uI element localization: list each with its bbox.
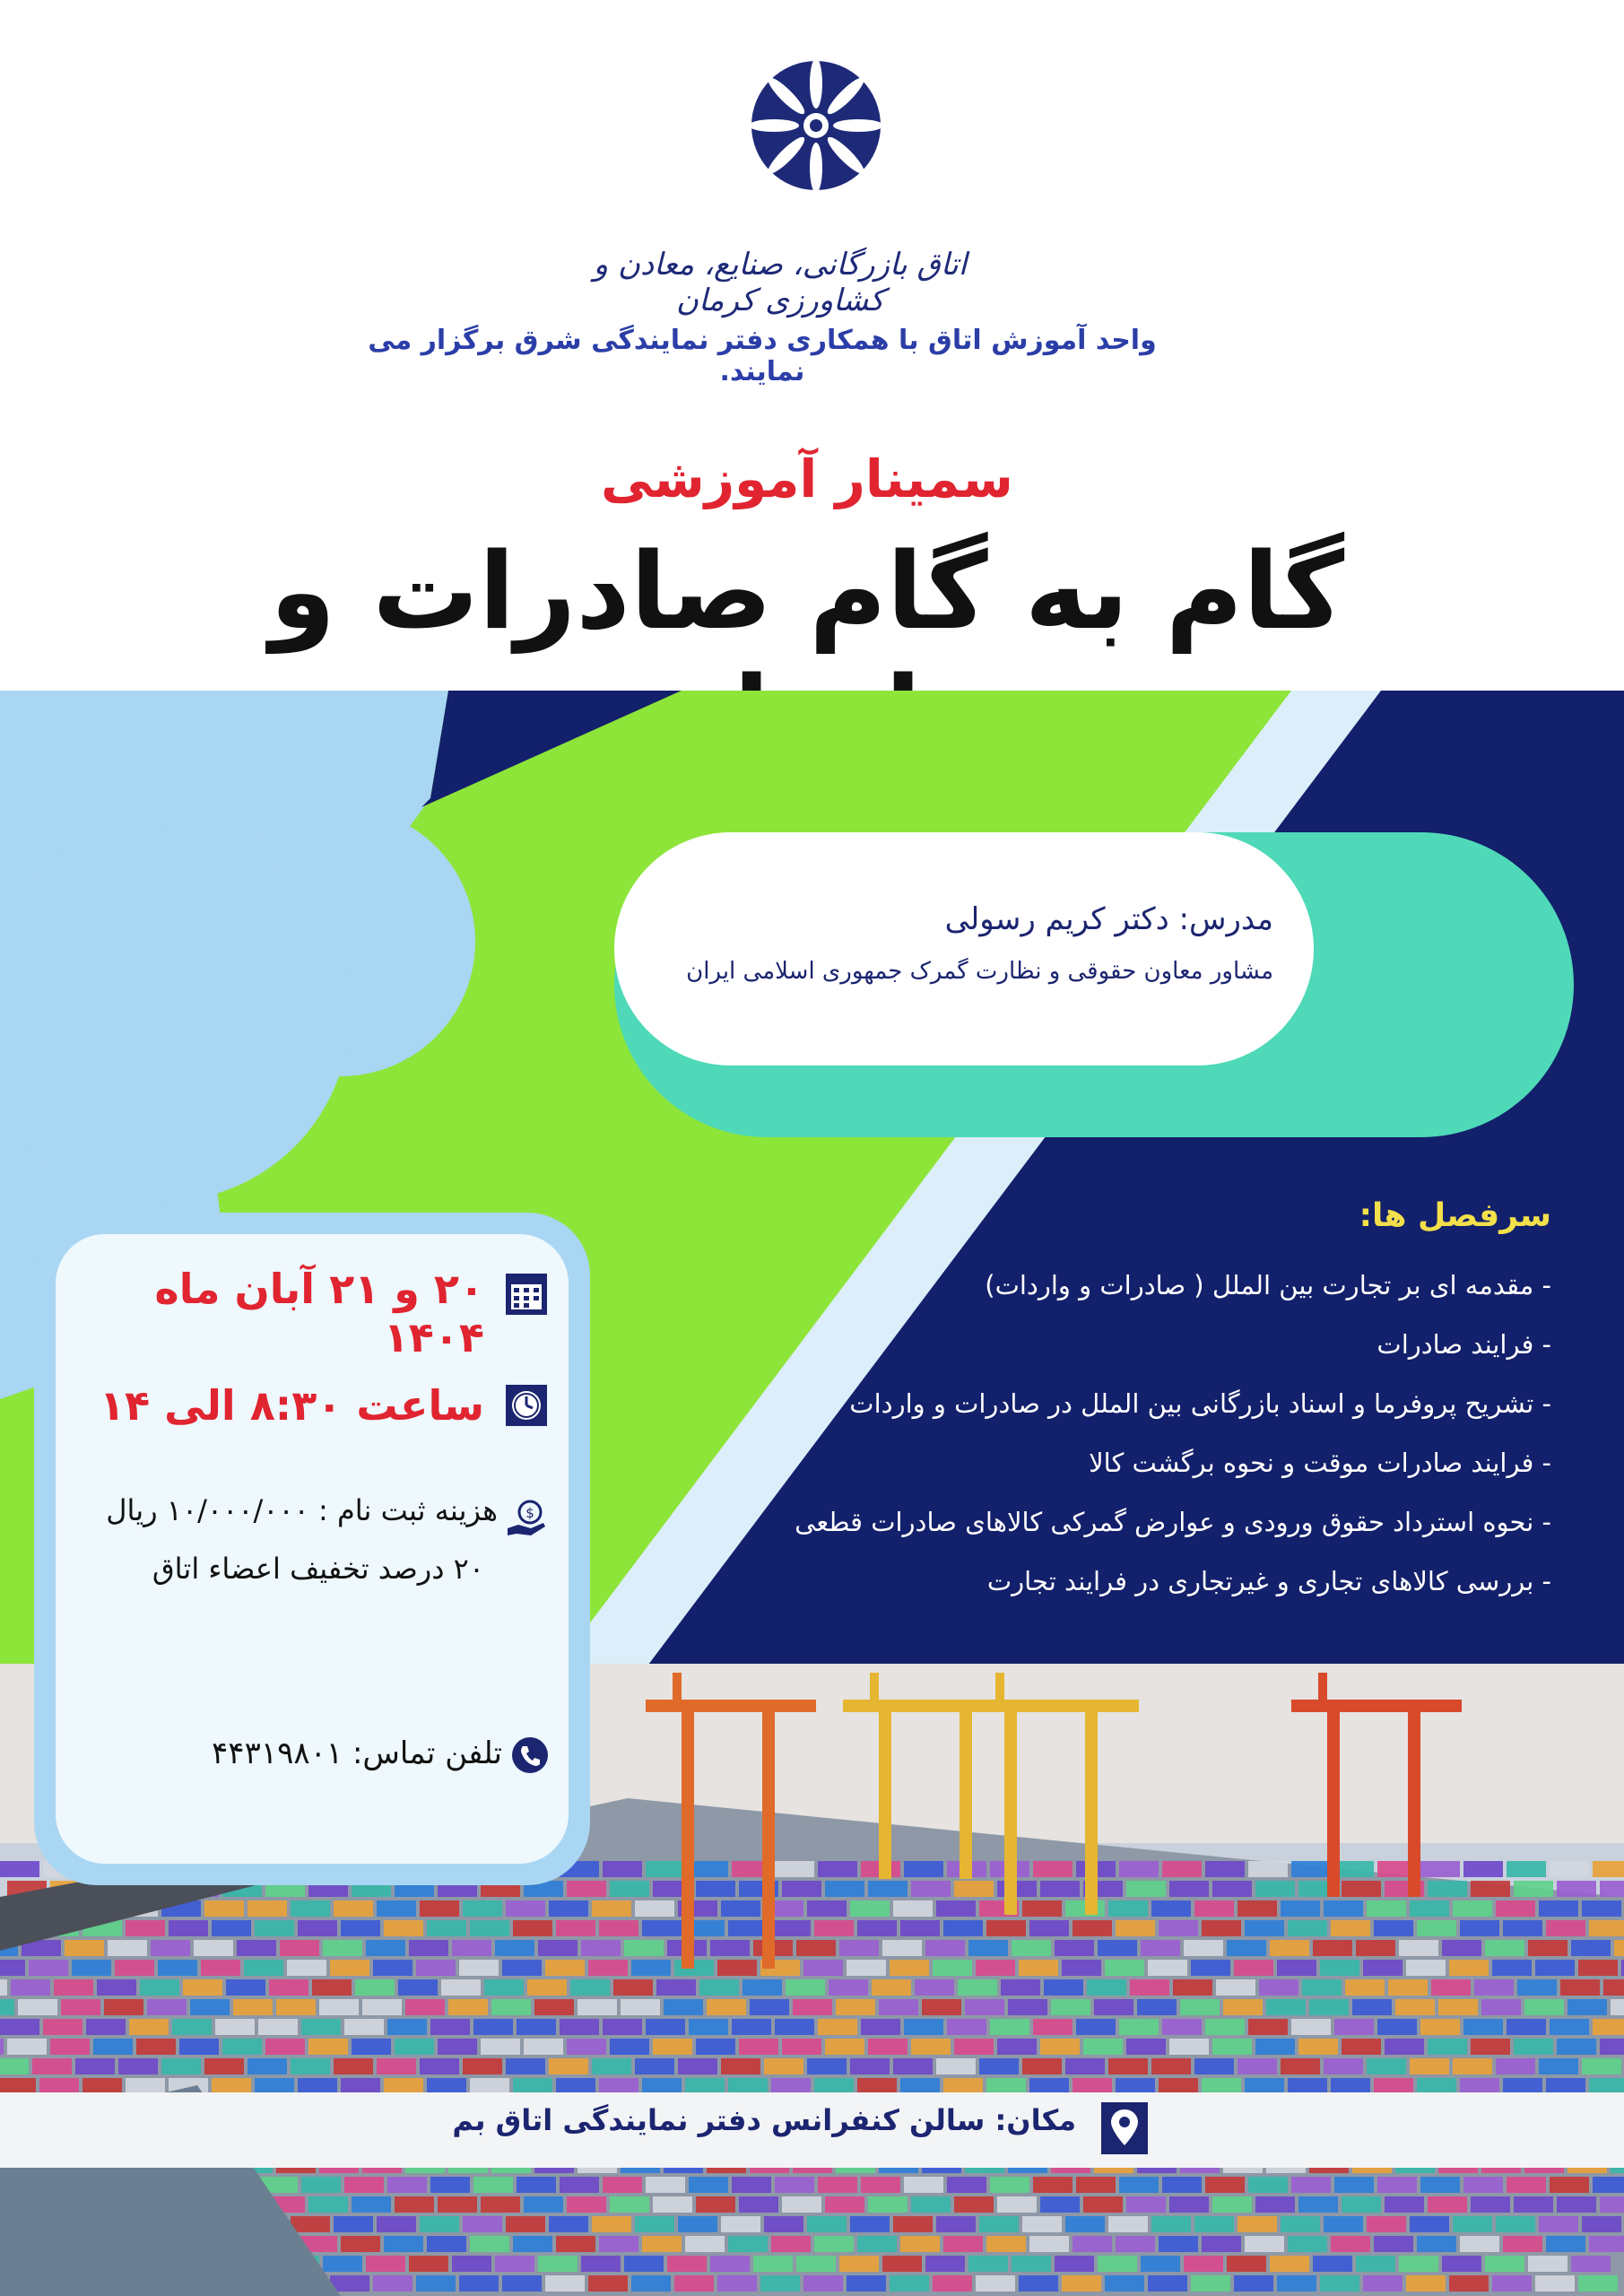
- topic-item: - تشریح پروفرما و اسناد بازرگانی بین الملل در صادرات و واردات: [849, 1388, 1551, 1419]
- instructor-name: مدرس: دکتر کریم رسولی: [944, 901, 1273, 937]
- main-title: گام به گام صادرات و: [269, 529, 1345, 653]
- member-discount: ۲۰ درصد تخفیف اعضاء اتاق: [152, 1552, 484, 1586]
- svg-text:$: $: [525, 1505, 534, 1521]
- event-location: مکان: سالن کنفرانس دفتر نمایندگی اتاق بم: [452, 2103, 1076, 2137]
- topic-item: - نحوه استرداد حقوق ورودی و عوارض گمرکی کالاهای صادرات قطعی: [795, 1507, 1551, 1537]
- topic-item: - مقدمه ای بر تجارت بین الملل ( صادرات و واردات): [985, 1270, 1551, 1300]
- calendar-icon: [504, 1272, 549, 1317]
- event-time: ساعت ۸:۳۰ الی ۱۴: [99, 1381, 484, 1430]
- chamber-logo-icon: [699, 31, 933, 220]
- money-hand-icon: [504, 1496, 549, 1541]
- topic-item: - فرایند صادرات موقت و نحوه برگشت کالا: [1089, 1448, 1551, 1478]
- instructor-role: مشاور معاون حقوقی و نظارت گمرک جمهوری اسلامی ایران: [686, 958, 1273, 985]
- topics-title: سرفصل ها:: [1359, 1197, 1551, 1234]
- chamber-logo: [699, 31, 933, 220]
- cooperation-line: واحد آموزش اتاق با همکاری دفتر نمایندگی شرق برگزار می نمایند.: [368, 325, 1157, 387]
- event-date: ۲۰ و ۲۱ آبان ماه ۱۴۰۴: [154, 1265, 484, 1361]
- topics-list: [682, 1256, 1551, 1611]
- registration-fee: هزینه ثبت نام : ۱۰/۰۰۰/۰۰۰ ریال: [106, 1493, 498, 1527]
- topic-item: - بررسی کالاهای تجاری و غیرتجاری در فرایند تجارت: [986, 1566, 1551, 1596]
- instructor-card: [614, 832, 1314, 1065]
- organization-name: اتاق بازرگانی، صنایع، معادن و کشاورزی کرمان: [593, 247, 968, 318]
- logo-ring-text: [699, 31, 706, 35]
- location-pin-icon: [1101, 2102, 1148, 2154]
- phone-icon: [511, 1736, 549, 1774]
- clock-icon: [504, 1383, 549, 1428]
- topic-item: - فرایند صادرات: [1376, 1329, 1551, 1360]
- contact-phone[interactable]: تلفن تماس: ۴۴۳۱۹۸۰۱: [212, 1735, 502, 1771]
- seminar-label: سمینار آموزشی: [601, 448, 1013, 509]
